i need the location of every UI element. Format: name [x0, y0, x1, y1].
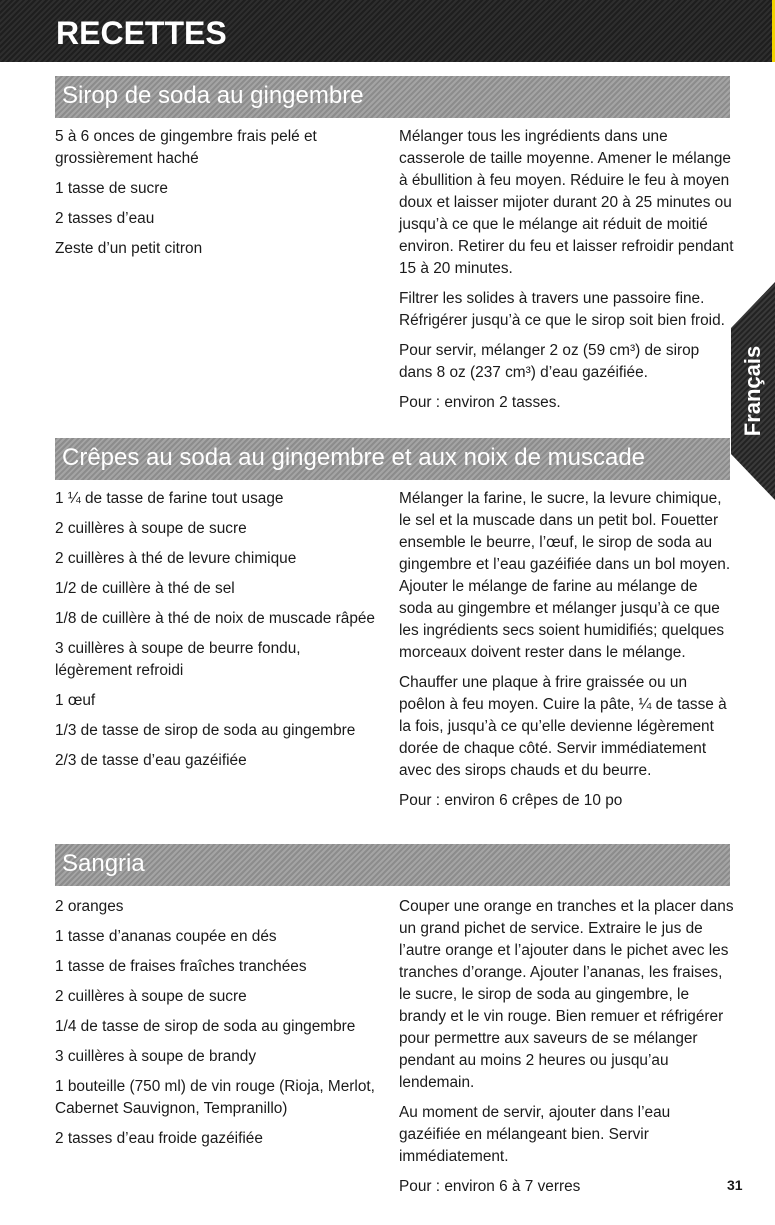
ingredient-item: 1 bouteille (750 ml) de vin rouge (Rioja, Merlot, Cabernet Sauvignon, Tempranillo)	[55, 1078, 375, 1117]
ingredient-item: 1 tasse de fraises fraîches tranchées	[55, 958, 307, 975]
instruction-paragraph: Pour servir, mélanger 2 oz (59 cm³) de sirop dans 8 oz (237 cm³) d’eau gazéifiée.	[399, 342, 700, 381]
recipe-title: Sirop de soda au gingembre	[62, 82, 364, 109]
ingredients-list	[55, 896, 375, 1158]
ingredient-item: 1 tasse d’ananas coupée en dés	[55, 928, 277, 945]
yield-text: Pour : environ 6 à 7 verres	[399, 1178, 581, 1195]
ingredient-item: 1/2 de cuillère à thé de sel	[55, 580, 235, 597]
instructions	[399, 896, 734, 1206]
instruction-paragraph: Couper une orange en tranches et la placer dans un grand pichet de service. Extraire le jus de l’autre orange et l’ajouter dans le pichet avec les tranches d’orange. Ajouter l’ananas, les fraises, le sucre, le sirop de soda au gingembre, le brandy et le vin rouge. Bien remuer et réfrigérer pour permettre aux saveurs de se mélanger pendant au moins 2 heures ou jusqu’au lendemain.	[399, 898, 734, 1091]
page-number: 31	[727, 1177, 743, 1193]
ingredient-item: 1/3 de tasse de sirop de soda au gingembre	[55, 722, 356, 739]
ingredient-item: 2 cuillères à thé de levure chimique	[55, 550, 297, 567]
ingredients-list	[55, 488, 375, 780]
yield-text: Pour : environ 6 crêpes de 10 po	[399, 792, 623, 809]
ingredient-item: 1/8 de cuillère à thé de noix de muscade râpée	[55, 610, 375, 627]
ingredient-item: 3 cuillères à soupe de beurre fondu, légèrement refroidi	[55, 640, 301, 679]
yield-text: Pour : environ 2 tasses.	[399, 394, 561, 411]
ingredient-item: 1 ¼ de tasse de farine tout usage	[55, 490, 284, 507]
instruction-paragraph: Chauffer une plaque à frire graissée ou un poêlon à feu moyen. Cuire la pâte, ¼ de tasse à la fois, jusqu’à ce qu’elle devienne légèrement dorée de chaque côté. Servir immédiatement avec des sirops chauds et du beurre.	[399, 674, 727, 779]
ingredient-item: 2 cuillères à soupe de sucre	[55, 520, 247, 537]
ingredient-item: 1 œuf	[55, 692, 96, 709]
recipe-title: Sangria	[62, 850, 145, 877]
header-band	[0, 0, 775, 62]
instructions	[399, 126, 734, 422]
ingredient-item: 2/3 de tasse d’eau gazéifiée	[55, 752, 247, 769]
recipe-title-bar	[55, 438, 730, 480]
recipe-title-bar	[55, 844, 730, 886]
instruction-paragraph: Au moment de servir, ajouter dans l’eau gazéifiée en mélangeant bien. Servir immédiatement.	[399, 1104, 671, 1165]
ingredient-item: 1/4 de tasse de sirop de soda au gingembre	[55, 1018, 356, 1035]
language-side-tab	[731, 282, 775, 500]
ingredient-item: 2 tasses d’eau	[55, 210, 155, 227]
ingredient-item: 3 cuillères à soupe de brandy	[55, 1048, 257, 1065]
side-tab-label: Français	[740, 345, 765, 437]
instruction-paragraph: Mélanger tous les ingrédients dans une casserole de taille moyenne. Amener le mélange à ébullition à feu moyen. Réduire le feu à moyen doux et laisser mijoter durant 20 à 25 minutes ou jusqu’à ce que le mélange ait réduit de moitié environ. Retirer du feu et laisser refroidir pendant 15 à 20 minutes.	[399, 128, 734, 277]
ingredient-item: 5 à 6 onces de gingembre frais pelé et grossièrement haché	[55, 128, 317, 167]
instruction-paragraph: Mélanger la farine, le sucre, la levure chimique, le sel et la muscade dans un petit bol. Fouetter ensemble le beurre, l’œuf, le sirop de soda au gingembre et l’eau gazéifiée dans un bol moyen. Ajouter le mélange de farine au mélange de soda au gingembre et mélanger jusqu’à ce que les ingrédients secs soient humidifiés; quelques morceaux doivent rester dans le mélange.	[399, 490, 731, 661]
ingredients-list	[55, 126, 375, 268]
instructions	[399, 488, 734, 820]
ingredient-item: 2 cuillères à soupe de sucre	[55, 988, 247, 1005]
ingredient-item: 2 oranges	[55, 898, 124, 915]
ingredient-item: Zeste d’un petit citron	[55, 240, 203, 257]
instruction-paragraph: Filtrer les solides à travers une passoire fine. Réfrigérer jusqu’à ce que le sirop soit bien froid.	[399, 290, 725, 329]
page-title: RECETTES	[56, 15, 227, 51]
ingredient-item: 1 tasse de sucre	[55, 180, 168, 197]
recipe-title-bar	[55, 76, 730, 118]
recipe-title: Crêpes au soda au gingembre et aux noix de muscade	[62, 444, 646, 471]
ingredient-item: 2 tasses d’eau froide gazéifiée	[55, 1130, 263, 1147]
